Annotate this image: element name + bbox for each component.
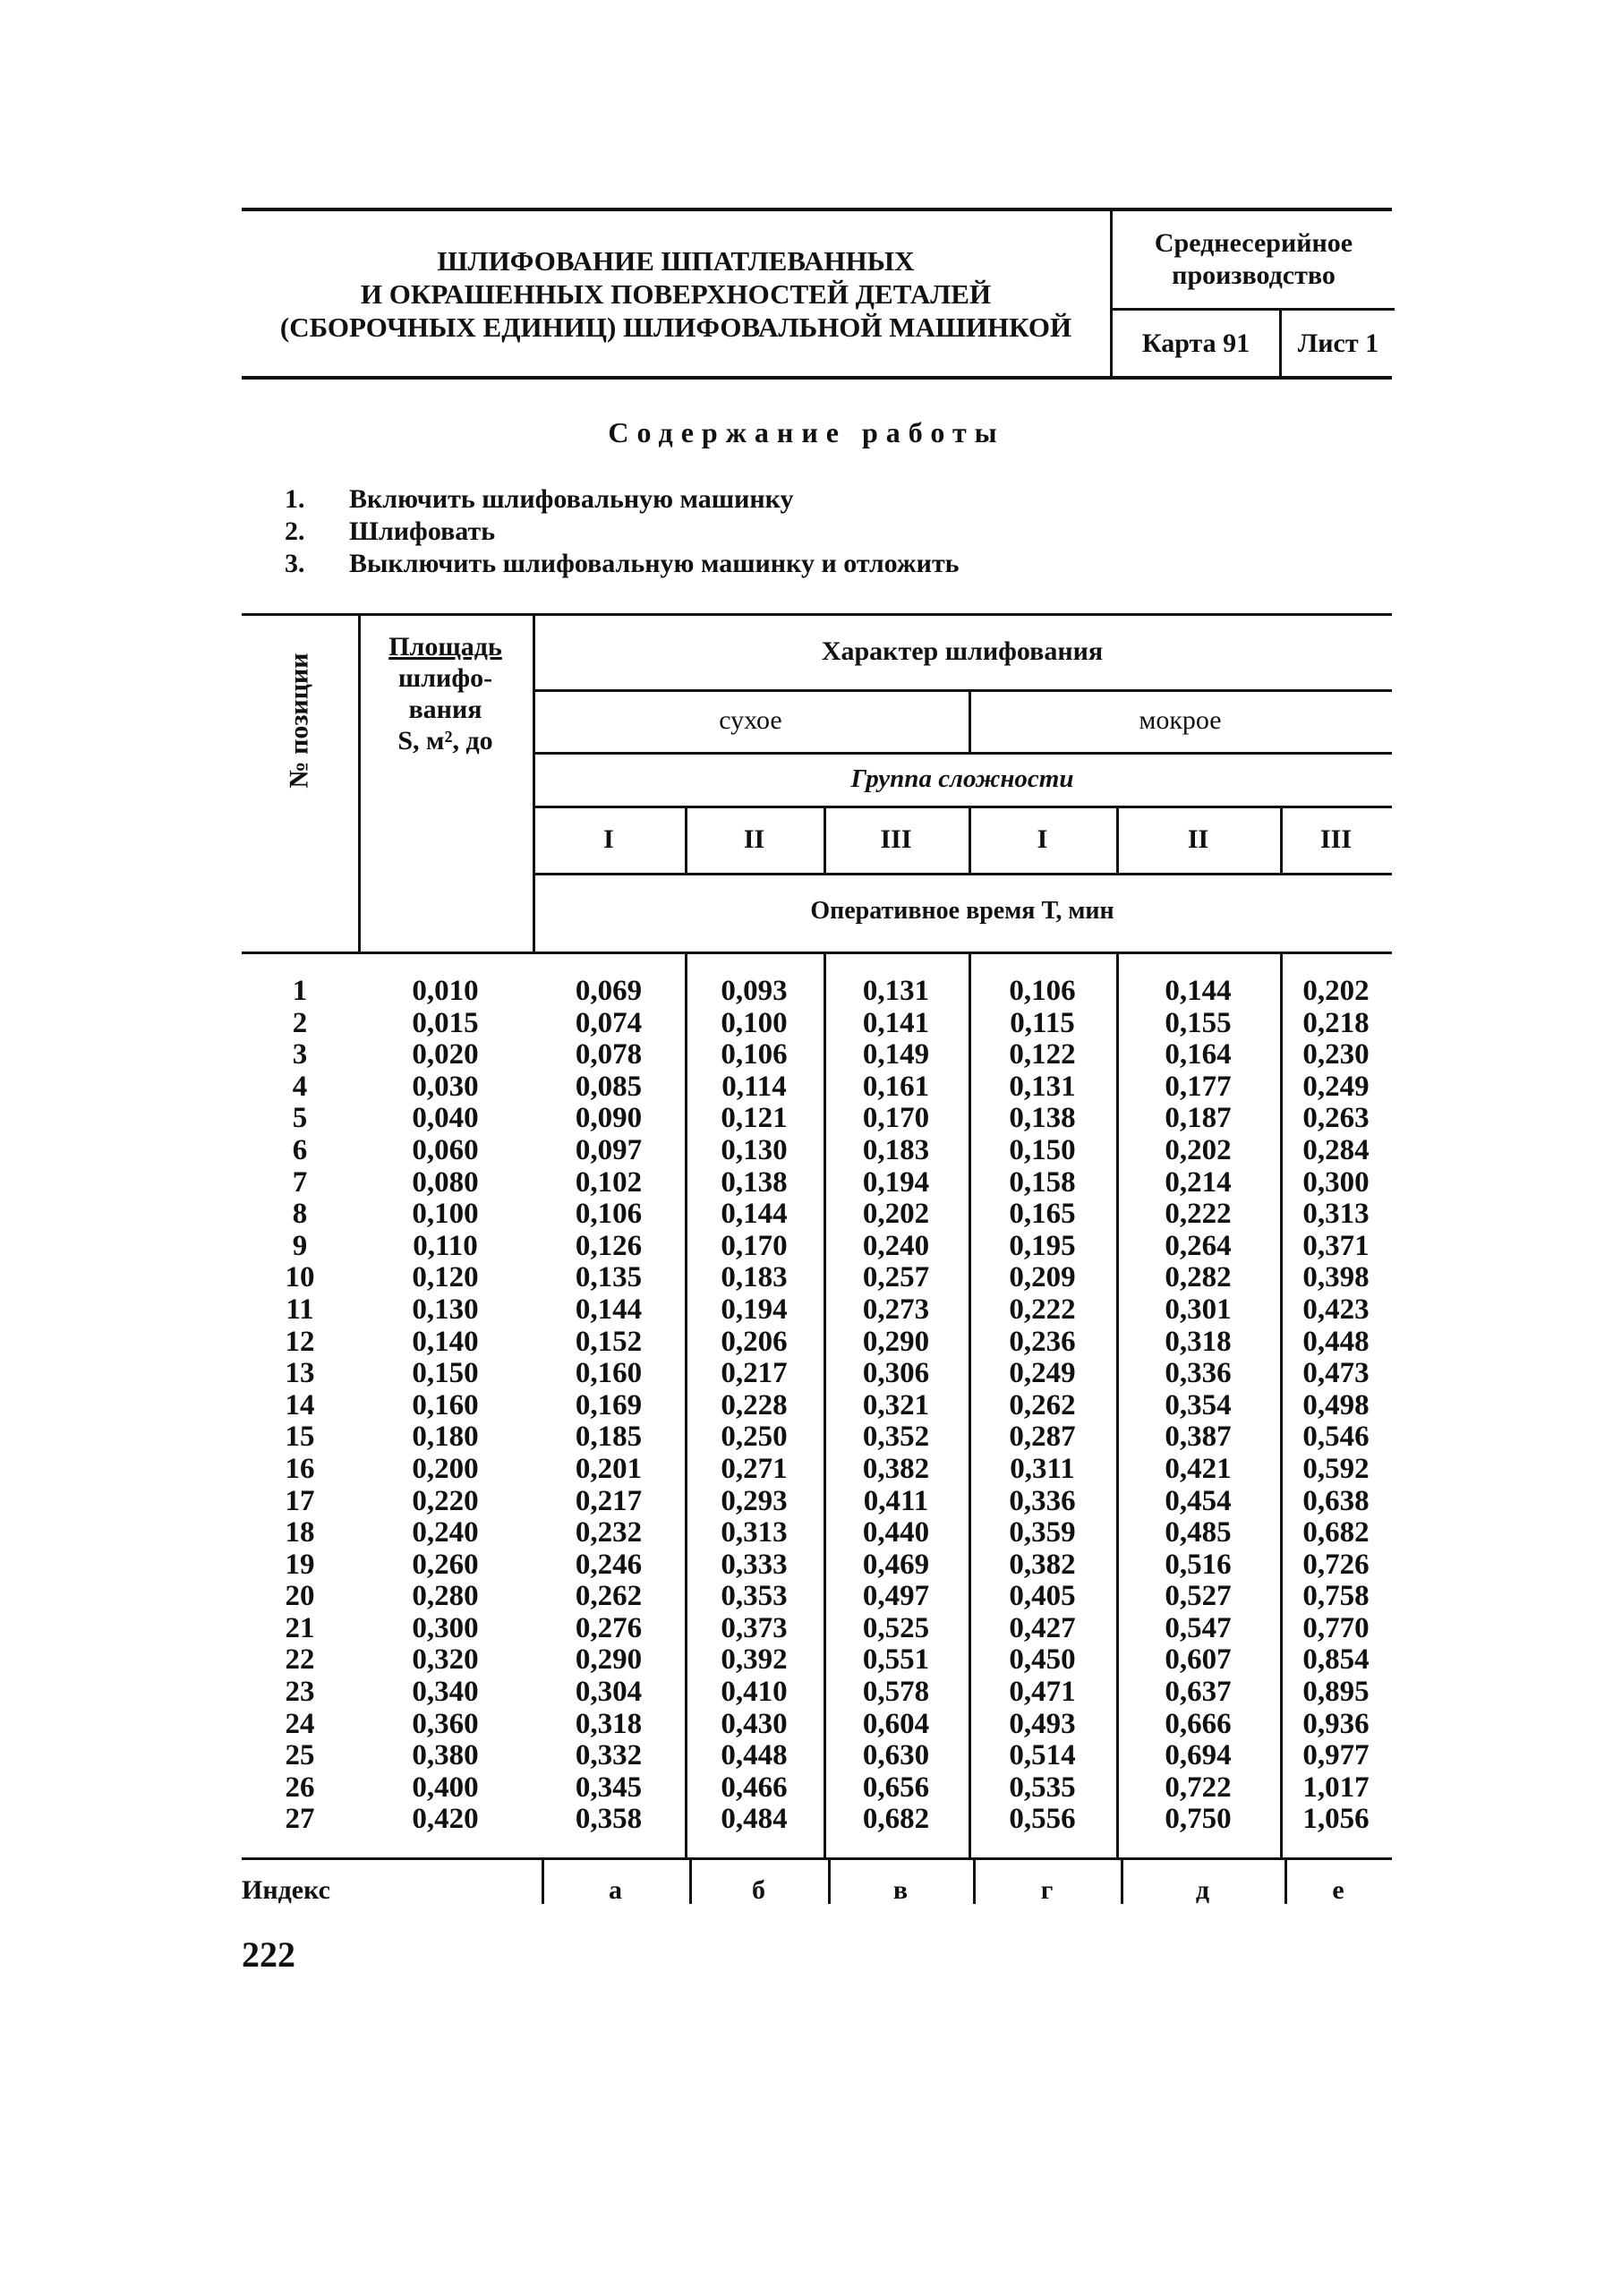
time-cell: 0,525 — [862, 1611, 930, 1644]
time-cell: 0,387 — [1165, 1421, 1232, 1454]
time-cell: 0,410 — [721, 1676, 788, 1709]
time-cell: 0,373 — [721, 1611, 788, 1644]
position-cell: 23 — [285, 1676, 315, 1709]
time-cell: 0,359 — [1009, 1516, 1076, 1549]
time-cell: 0,152 — [575, 1325, 643, 1358]
area-cell: 0,420 — [412, 1803, 479, 1836]
time-cell: 0,656 — [862, 1771, 930, 1804]
time-cell: 0,427 — [1009, 1611, 1076, 1644]
time-cell: 0,135 — [575, 1261, 643, 1294]
time-cell: 0,770 — [1302, 1611, 1370, 1644]
time-cell: 0,214 — [1165, 1165, 1232, 1199]
time-cell: 0,232 — [575, 1516, 643, 1549]
time-cell: 0,382 — [862, 1452, 930, 1485]
time-cell: 0,149 — [862, 1038, 930, 1071]
time-cell: 1,056 — [1302, 1803, 1370, 1836]
time-cell: 0,122 — [1009, 1038, 1076, 1071]
time-cell: 0,371 — [1302, 1229, 1370, 1262]
time-cell: 0,450 — [1009, 1643, 1076, 1677]
time-cell: 0,332 — [575, 1739, 643, 1772]
production-line: производство — [1172, 260, 1336, 290]
time-cell: 0,126 — [575, 1229, 643, 1262]
position-cell: 10 — [285, 1261, 315, 1294]
area-cell: 0,340 — [412, 1676, 479, 1709]
time-cell: 0,264 — [1165, 1229, 1232, 1262]
time-column-d — [1116, 976, 1280, 1836]
area-cell: 0,015 — [412, 1006, 479, 1039]
time-cell: 0,448 — [721, 1739, 788, 1772]
time-cell: 0,228 — [721, 1388, 788, 1421]
area-header: Площадь шлифо- вания S, м², до — [388, 632, 502, 755]
position-number-header: № позиции — [285, 653, 315, 789]
time-cell: 0,183 — [721, 1261, 788, 1294]
time-cell: 0,300 — [1302, 1165, 1370, 1199]
time-cell: 0,085 — [575, 1070, 643, 1103]
time-cell: 0,321 — [862, 1388, 930, 1421]
time-cell: 0,936 — [1302, 1707, 1370, 1740]
time-cell: 0,209 — [1009, 1261, 1076, 1294]
title-line: ШЛИФОВАНИЕ ШПАТЛЕВАННЫХ — [437, 244, 915, 277]
time-cell: 0,290 — [575, 1643, 643, 1677]
index-b: б — [752, 1875, 765, 1905]
time-cell: 0,448 — [1302, 1325, 1370, 1358]
time-cell: 0,333 — [721, 1548, 788, 1581]
time-cell: 0,471 — [1009, 1676, 1076, 1709]
time-cell: 0,398 — [1302, 1261, 1370, 1294]
wet-header: мокрое — [1139, 705, 1222, 735]
time-cell: 0,473 — [1302, 1357, 1370, 1390]
areas-column — [358, 976, 533, 1836]
time-column-g — [969, 976, 1116, 1836]
group-ii-dry: II — [743, 824, 765, 854]
area-cell: 0,400 — [412, 1771, 479, 1804]
time-cell: 0,430 — [721, 1707, 788, 1740]
table-rule — [242, 952, 1392, 954]
time-cell: 0,206 — [721, 1325, 788, 1358]
area-cell: 0,100 — [412, 1198, 479, 1231]
time-cell: 0,682 — [1302, 1516, 1370, 1549]
time-cell: 0,392 — [721, 1643, 788, 1677]
time-cell: 0,358 — [575, 1803, 643, 1836]
position-cell: 24 — [285, 1707, 315, 1740]
time-cell: 0,352 — [862, 1421, 930, 1454]
position-cell: 18 — [285, 1516, 315, 1549]
area-cell: 0,130 — [412, 1293, 479, 1326]
index-g: г — [1040, 1875, 1054, 1905]
time-cell: 0,405 — [1009, 1580, 1076, 1613]
time-cell: 0,546 — [1302, 1421, 1370, 1454]
time-cell: 0,106 — [721, 1038, 788, 1071]
time-cell: 0,750 — [1165, 1803, 1232, 1836]
time-cell: 0,313 — [1302, 1198, 1370, 1231]
operative-time-header: Оперативное время Т, мин — [810, 896, 1114, 925]
time-cell: 0,287 — [1009, 1421, 1076, 1454]
time-cell: 0,100 — [721, 1006, 788, 1039]
position-cell: 21 — [285, 1611, 315, 1644]
time-cell: 0,115 — [1010, 1006, 1075, 1039]
time-cell: 0,165 — [1009, 1198, 1076, 1231]
time-cell: 0,158 — [1009, 1165, 1076, 1199]
time-cell: 0,854 — [1302, 1643, 1370, 1677]
time-cell: 0,114 — [721, 1070, 787, 1103]
time-cell: 0,726 — [1302, 1548, 1370, 1581]
area-cell: 0,110 — [413, 1229, 478, 1262]
time-cell: 0,102 — [575, 1165, 643, 1199]
time-cell: 0,131 — [1009, 1070, 1076, 1103]
time-cell: 0,282 — [1165, 1261, 1232, 1294]
time-cell: 0,301 — [1165, 1293, 1232, 1326]
area-cell: 0,380 — [412, 1739, 479, 1772]
area-cell: 0,320 — [412, 1643, 479, 1677]
work-step: 2. Шлифовать — [285, 516, 496, 546]
group-iii-dry: III — [880, 824, 912, 854]
dry-header: сухое — [719, 705, 782, 735]
time-cell: 0,336 — [1165, 1357, 1232, 1390]
position-cell: 16 — [285, 1452, 315, 1485]
index-e: е — [1332, 1875, 1344, 1905]
time-cell: 0,293 — [721, 1484, 788, 1517]
time-cell: 0,217 — [575, 1484, 643, 1517]
time-cell: 0,097 — [575, 1133, 643, 1166]
time-cell: 0,236 — [1009, 1325, 1076, 1358]
position-cell: 20 — [285, 1580, 315, 1613]
position-cell: 26 — [285, 1771, 315, 1804]
time-cell: 0,164 — [1165, 1038, 1232, 1071]
time-cell: 0,201 — [575, 1452, 643, 1485]
time-cell: 0,454 — [1165, 1484, 1232, 1517]
index-d: д — [1195, 1875, 1210, 1905]
time-cell: 0,493 — [1009, 1707, 1076, 1740]
time-cell: 0,607 — [1165, 1643, 1232, 1677]
time-cell: 0,177 — [1165, 1070, 1232, 1103]
group-ii-wet: II — [1187, 824, 1209, 854]
time-cell: 0,222 — [1009, 1293, 1076, 1326]
area-cell: 0,120 — [412, 1261, 479, 1294]
time-cell: 0,290 — [862, 1325, 930, 1358]
time-cell: 0,604 — [862, 1707, 930, 1740]
time-cell: 0,078 — [575, 1038, 643, 1071]
group-i-wet: I — [1037, 824, 1048, 854]
position-cell: 1 — [292, 975, 308, 1007]
time-cell: 0,144 — [575, 1293, 643, 1326]
time-cell: 0,202 — [1302, 975, 1370, 1007]
title-line: И ОКРАШЕННЫХ ПОВЕРХНОСТЕЙ ДЕТАЛЕЙ — [360, 277, 992, 310]
area-cell: 0,360 — [412, 1707, 479, 1740]
time-cell: 0,466 — [721, 1771, 788, 1804]
card-number: Карта 91 — [1113, 311, 1282, 376]
time-column-e — [1280, 976, 1392, 1836]
position-cell: 6 — [292, 1133, 308, 1166]
time-cell: 0,262 — [575, 1580, 643, 1613]
time-cell: 0,257 — [862, 1261, 930, 1294]
time-cell: 0,345 — [575, 1771, 643, 1804]
area-cell: 0,140 — [412, 1325, 479, 1358]
time-cell: 0,336 — [1009, 1484, 1076, 1517]
time-cell: 0,131 — [862, 975, 930, 1007]
time-column-v — [824, 976, 969, 1836]
positions-column — [242, 976, 358, 1836]
position-cell: 22 — [285, 1643, 315, 1677]
grinding-nature-header: Характер шлифования — [821, 636, 1104, 666]
time-cell: 0,666 — [1165, 1707, 1232, 1740]
group-iii-wet: III — [1319, 824, 1353, 854]
time-cell: 0,440 — [862, 1516, 930, 1549]
position-cell: 11 — [286, 1293, 314, 1326]
time-cell: 0,551 — [862, 1643, 930, 1677]
table-rule — [242, 1857, 1392, 1860]
position-cell: 25 — [285, 1739, 315, 1772]
area-cell: 0,010 — [412, 975, 479, 1007]
time-cell: 0,170 — [862, 1102, 930, 1135]
position-cell: 5 — [292, 1102, 308, 1135]
time-cell: 0,249 — [1009, 1357, 1076, 1390]
time-cell: 0,155 — [1165, 1006, 1232, 1039]
time-cell: 0,592 — [1302, 1452, 1370, 1485]
time-cell: 0,090 — [575, 1102, 643, 1135]
card-header — [242, 208, 1392, 380]
position-cell: 27 — [285, 1803, 315, 1836]
area-cell: 0,160 — [412, 1388, 479, 1421]
position-cell: 13 — [285, 1357, 315, 1390]
time-cell: 0,382 — [1009, 1548, 1076, 1581]
time-cell: 0,485 — [1165, 1516, 1232, 1549]
time-cell: 0,194 — [862, 1165, 930, 1199]
position-cell: 17 — [285, 1484, 315, 1517]
time-cell: 0,074 — [575, 1006, 643, 1039]
time-cell: 0,304 — [575, 1676, 643, 1709]
time-cell: 0,069 — [575, 975, 643, 1007]
time-cell: 0,144 — [721, 1198, 788, 1231]
complexity-group-header: Группа сложности — [850, 764, 1074, 793]
time-cell: 0,498 — [1302, 1388, 1370, 1421]
time-cell: 0,421 — [1165, 1452, 1232, 1485]
time-cell: 0,218 — [1302, 1006, 1370, 1039]
area-cell: 0,020 — [412, 1038, 479, 1071]
time-cell: 0,638 — [1302, 1484, 1370, 1517]
group-i-dry: I — [603, 824, 614, 854]
time-cell: 0,106 — [575, 1198, 643, 1231]
area-cell: 0,030 — [412, 1070, 479, 1103]
area-cell: 0,180 — [412, 1421, 479, 1454]
time-cell: 0,161 — [862, 1070, 930, 1103]
time-cell: 0,516 — [1165, 1548, 1232, 1581]
time-cell: 0,306 — [862, 1357, 930, 1390]
time-cell: 0,249 — [1302, 1070, 1370, 1103]
position-cell: 8 — [292, 1198, 308, 1231]
time-cell: 0,318 — [1165, 1325, 1232, 1358]
position-cell: 9 — [292, 1229, 308, 1262]
work-content-title: Содержание работы — [608, 416, 1005, 448]
time-cell: 0,276 — [575, 1611, 643, 1644]
area-cell: 0,200 — [412, 1452, 479, 1485]
position-cell: 7 — [292, 1165, 308, 1199]
card-title — [242, 211, 1110, 376]
position-cell: 19 — [285, 1548, 315, 1581]
area-cell: 0,040 — [412, 1102, 479, 1135]
operative-time-table — [242, 613, 1392, 1911]
time-cell: 0,263 — [1302, 1102, 1370, 1135]
time-cell: 0,484 — [721, 1803, 788, 1836]
time-cell: 0,262 — [1009, 1388, 1076, 1421]
time-cell: 0,240 — [862, 1229, 930, 1262]
time-cell: 0,514 — [1009, 1739, 1076, 1772]
time-cell: 0,150 — [1009, 1133, 1076, 1166]
work-step: 1. Включить шлифовальную машинку — [285, 484, 794, 514]
time-cell: 0,423 — [1302, 1293, 1370, 1326]
time-cell: 0,202 — [862, 1198, 930, 1231]
time-cell: 0,222 — [1165, 1198, 1232, 1231]
time-cell: 0,318 — [575, 1707, 643, 1740]
time-cell: 0,547 — [1165, 1611, 1232, 1644]
time-cell: 0,202 — [1165, 1133, 1232, 1166]
time-cell: 0,497 — [862, 1580, 930, 1613]
time-cell: 0,271 — [721, 1452, 788, 1485]
time-cell: 0,556 — [1009, 1803, 1076, 1836]
area-cell: 0,280 — [412, 1580, 479, 1613]
time-cell: 0,093 — [721, 975, 788, 1007]
area-cell: 0,300 — [412, 1611, 479, 1644]
time-cell: 0,217 — [721, 1357, 788, 1390]
time-cell: 0,411 — [863, 1484, 929, 1517]
time-cell: 0,354 — [1165, 1388, 1232, 1421]
area-cell: 0,150 — [412, 1357, 479, 1390]
position-cell: 3 — [292, 1038, 308, 1071]
index-a: а — [609, 1875, 622, 1905]
time-cell: 0,469 — [862, 1548, 930, 1581]
time-cell: 0,138 — [1009, 1102, 1076, 1135]
time-cell: 0,169 — [575, 1388, 643, 1421]
time-cell: 0,170 — [721, 1229, 788, 1262]
production-line: Среднесерийное — [1154, 228, 1353, 258]
time-cell: 0,183 — [862, 1133, 930, 1166]
time-cell: 0,195 — [1009, 1229, 1076, 1262]
production-type — [1113, 211, 1395, 311]
time-cell: 0,758 — [1302, 1580, 1370, 1613]
time-cell: 0,535 — [1009, 1771, 1076, 1804]
time-cell: 0,187 — [1165, 1102, 1232, 1135]
time-cell: 0,273 — [862, 1293, 930, 1326]
area-cell: 0,240 — [412, 1516, 479, 1549]
position-cell: 15 — [285, 1421, 315, 1454]
time-cell: 0,230 — [1302, 1038, 1370, 1071]
time-cell: 0,246 — [575, 1548, 643, 1581]
time-cell: 0,637 — [1165, 1676, 1232, 1709]
time-cell: 0,106 — [1009, 975, 1076, 1007]
time-column-a — [533, 976, 685, 1836]
time-cell: 0,138 — [721, 1165, 788, 1199]
time-cell: 0,578 — [862, 1676, 930, 1709]
time-column-b — [685, 976, 824, 1836]
area-cell: 0,260 — [412, 1548, 479, 1581]
position-cell: 14 — [285, 1388, 315, 1421]
time-cell: 0,311 — [1010, 1452, 1075, 1485]
time-cell: 0,160 — [575, 1357, 643, 1390]
time-cell: 0,313 — [721, 1516, 788, 1549]
time-cell: 0,694 — [1165, 1739, 1232, 1772]
area-cell: 0,060 — [412, 1133, 479, 1166]
index-label: Индекс — [242, 1875, 330, 1905]
time-cell: 0,121 — [721, 1102, 788, 1135]
time-cell: 0,250 — [721, 1421, 788, 1454]
work-steps — [285, 483, 960, 580]
time-cell: 0,130 — [721, 1133, 788, 1166]
area-cell: 0,080 — [412, 1165, 479, 1199]
sheet-number: Лист 1 — [1297, 328, 1379, 358]
time-cell: 0,185 — [575, 1421, 643, 1454]
title-line: (СБОРОЧНЫХ ЕДИНИЦ) ШЛИФОВАЛЬНОЙ МАШИНКОЙ — [279, 311, 1072, 343]
time-cell: 0,682 — [862, 1803, 930, 1836]
time-cell: 0,630 — [862, 1739, 930, 1772]
time-cell: 0,722 — [1165, 1771, 1232, 1804]
card-meta — [1110, 211, 1395, 376]
time-cell: 0,141 — [862, 1006, 930, 1039]
time-cell: 0,194 — [721, 1293, 788, 1326]
time-cell: 0,144 — [1165, 975, 1232, 1007]
position-cell: 4 — [292, 1070, 308, 1103]
work-step: 3. Выключить шлифовальную машинку и отложить — [285, 549, 960, 578]
position-cell: 2 — [292, 1006, 308, 1039]
time-cell: 0,977 — [1302, 1739, 1370, 1772]
position-cell: 12 — [285, 1325, 315, 1358]
time-cell: 0,353 — [721, 1580, 788, 1613]
index-v: в — [892, 1875, 909, 1905]
page-number: 222 — [242, 1934, 295, 1975]
area-cell: 0,220 — [412, 1484, 479, 1517]
time-cell: 0,895 — [1302, 1676, 1370, 1709]
time-cell: 0,284 — [1302, 1133, 1370, 1166]
time-cell: 0,527 — [1165, 1580, 1232, 1613]
time-cell: 1,017 — [1302, 1771, 1370, 1804]
